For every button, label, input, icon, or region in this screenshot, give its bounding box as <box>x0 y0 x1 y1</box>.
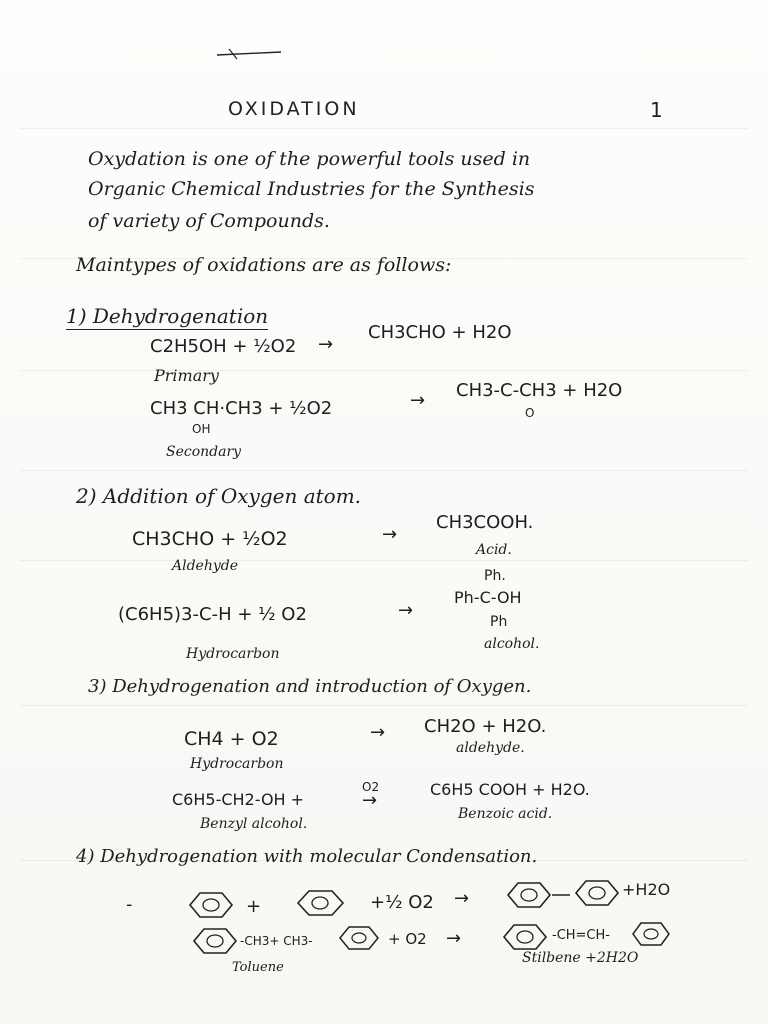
eq-4-1-rhs: +H2O <box>622 880 671 899</box>
rule-line <box>20 128 748 129</box>
eq-2-1-label-right: Acid. <box>476 542 512 558</box>
section-heading-1-text: 1) Dehydrogenation <box>66 304 269 328</box>
intro-line-2: Organic Chemical Industries for the Synthesis <box>88 178 535 200</box>
eq-2-2-rhs: Ph-C-OH <box>454 588 522 607</box>
eq-1-1-rhs: CH3CHO + H2O <box>368 322 512 343</box>
benzene-ring-icon <box>500 880 556 910</box>
page-number: 1 <box>650 98 663 122</box>
eq-3-2-label-right: Benzoic acid. <box>458 806 553 822</box>
eq-2-1-arrow: → <box>382 524 398 545</box>
eq-4-2-label-right: Stilbene +2H2O <box>522 950 639 966</box>
section-heading-2: 2) Addition of Oxygen atom. <box>76 484 362 508</box>
eq-3-1-label-left: Hydrocarbon <box>190 756 284 772</box>
eq-4-1-plus: + <box>246 896 262 917</box>
eq-1-1-lhs: C2H5OH + ½O2 <box>150 336 297 357</box>
eq-4-2-label-left: Toluene <box>232 960 284 975</box>
eq-3-1-label-right: aldehyde. <box>456 740 525 756</box>
eq-3-2-label-left: Benzyl alcohol. <box>200 816 308 832</box>
benzene-ring-icon <box>290 888 350 918</box>
section-heading-3: 3) Dehydrogenation and introduction of Oxygen. <box>88 676 532 697</box>
benzene-ring-icon <box>496 922 552 952</box>
eq-4-1-prefix: - <box>126 894 133 915</box>
eq-4-2-lhs-text: -CH3+ CH3- <box>240 934 313 948</box>
benzene-ring-icon <box>186 926 242 956</box>
eq-3-1-arrow: → <box>370 722 386 743</box>
section-heading-4: 4) Dehydrogenation with molecular Condensation. <box>76 846 538 867</box>
benzene-ring-icon <box>568 878 624 908</box>
eq-1-2-sub-lhs: OH <box>192 422 211 436</box>
eq-2-2-label-left: Hydrocarbon <box>186 646 280 662</box>
eq-2-1-lhs: CH3CHO + ½O2 <box>132 528 288 550</box>
eq-4-1-middle: +½ O2 <box>370 892 434 913</box>
eq-1-2-rhs: CH3-C-CH3 + H2O <box>456 380 623 401</box>
eq-3-1-rhs: CH2O + H2O. <box>424 716 547 737</box>
rule-line <box>20 560 748 561</box>
eq-2-1-rhs: CH3COOH. <box>436 512 534 533</box>
eq-1-2-label: Secondary <box>166 444 242 460</box>
rule-line <box>20 470 748 471</box>
eq-3-2-over-arrow: O2 <box>362 780 380 794</box>
eq-4-2-rhs: -CH=CH- <box>552 928 610 943</box>
eq-2-2-lhs: (C6H5)3-C-H + ½ O2 <box>118 604 307 625</box>
eq-1-1-arrow: → <box>318 334 334 355</box>
pen-mark-icon <box>215 45 285 65</box>
eq-2-2-arrow: → <box>398 600 414 621</box>
eq-1-2-lhs: CH3 CH·CH3 + ½O2 <box>150 398 333 419</box>
benzene-ring-icon <box>182 890 238 920</box>
eq-1-1-label: Primary <box>154 366 219 385</box>
eq-2-2-label-right: alcohol. <box>484 636 540 652</box>
section-heading-1 <box>66 304 268 328</box>
intro-line-3: of variety of Compounds. <box>88 210 330 232</box>
rule-line <box>20 705 748 706</box>
benzene-ring-icon <box>628 920 674 948</box>
eq-4-2-arrow: → <box>446 928 462 949</box>
eq-3-2-lhs: C6H5-CH2-OH + <box>172 790 305 809</box>
intro-line-1: Oxydation is one of the powerful tools used in <box>88 148 531 170</box>
eq-4-1-arrow: → <box>454 888 470 909</box>
lead-text: Maintypes of oxidations are as follows: <box>76 254 452 276</box>
eq-3-2-arrow: → <box>362 790 378 811</box>
eq-2-2-rhs-bottom: Ph <box>490 614 508 630</box>
eq-1-2-sub-rhs: O <box>525 406 535 420</box>
eq-2-2-rhs-top: Ph. <box>484 568 506 584</box>
eq-3-1-lhs: CH4 + O2 <box>184 728 279 750</box>
eq-4-2-middle: + O2 <box>388 930 427 948</box>
page-title: OXIDATION <box>228 98 360 120</box>
rule-line <box>20 370 748 371</box>
eq-1-2-arrow: → <box>410 390 426 411</box>
benzene-ring-icon <box>334 924 384 952</box>
eq-2-1-label-left: Aldehyde <box>172 558 239 574</box>
eq-3-2-rhs: C6H5 COOH + H2O. <box>430 780 590 799</box>
